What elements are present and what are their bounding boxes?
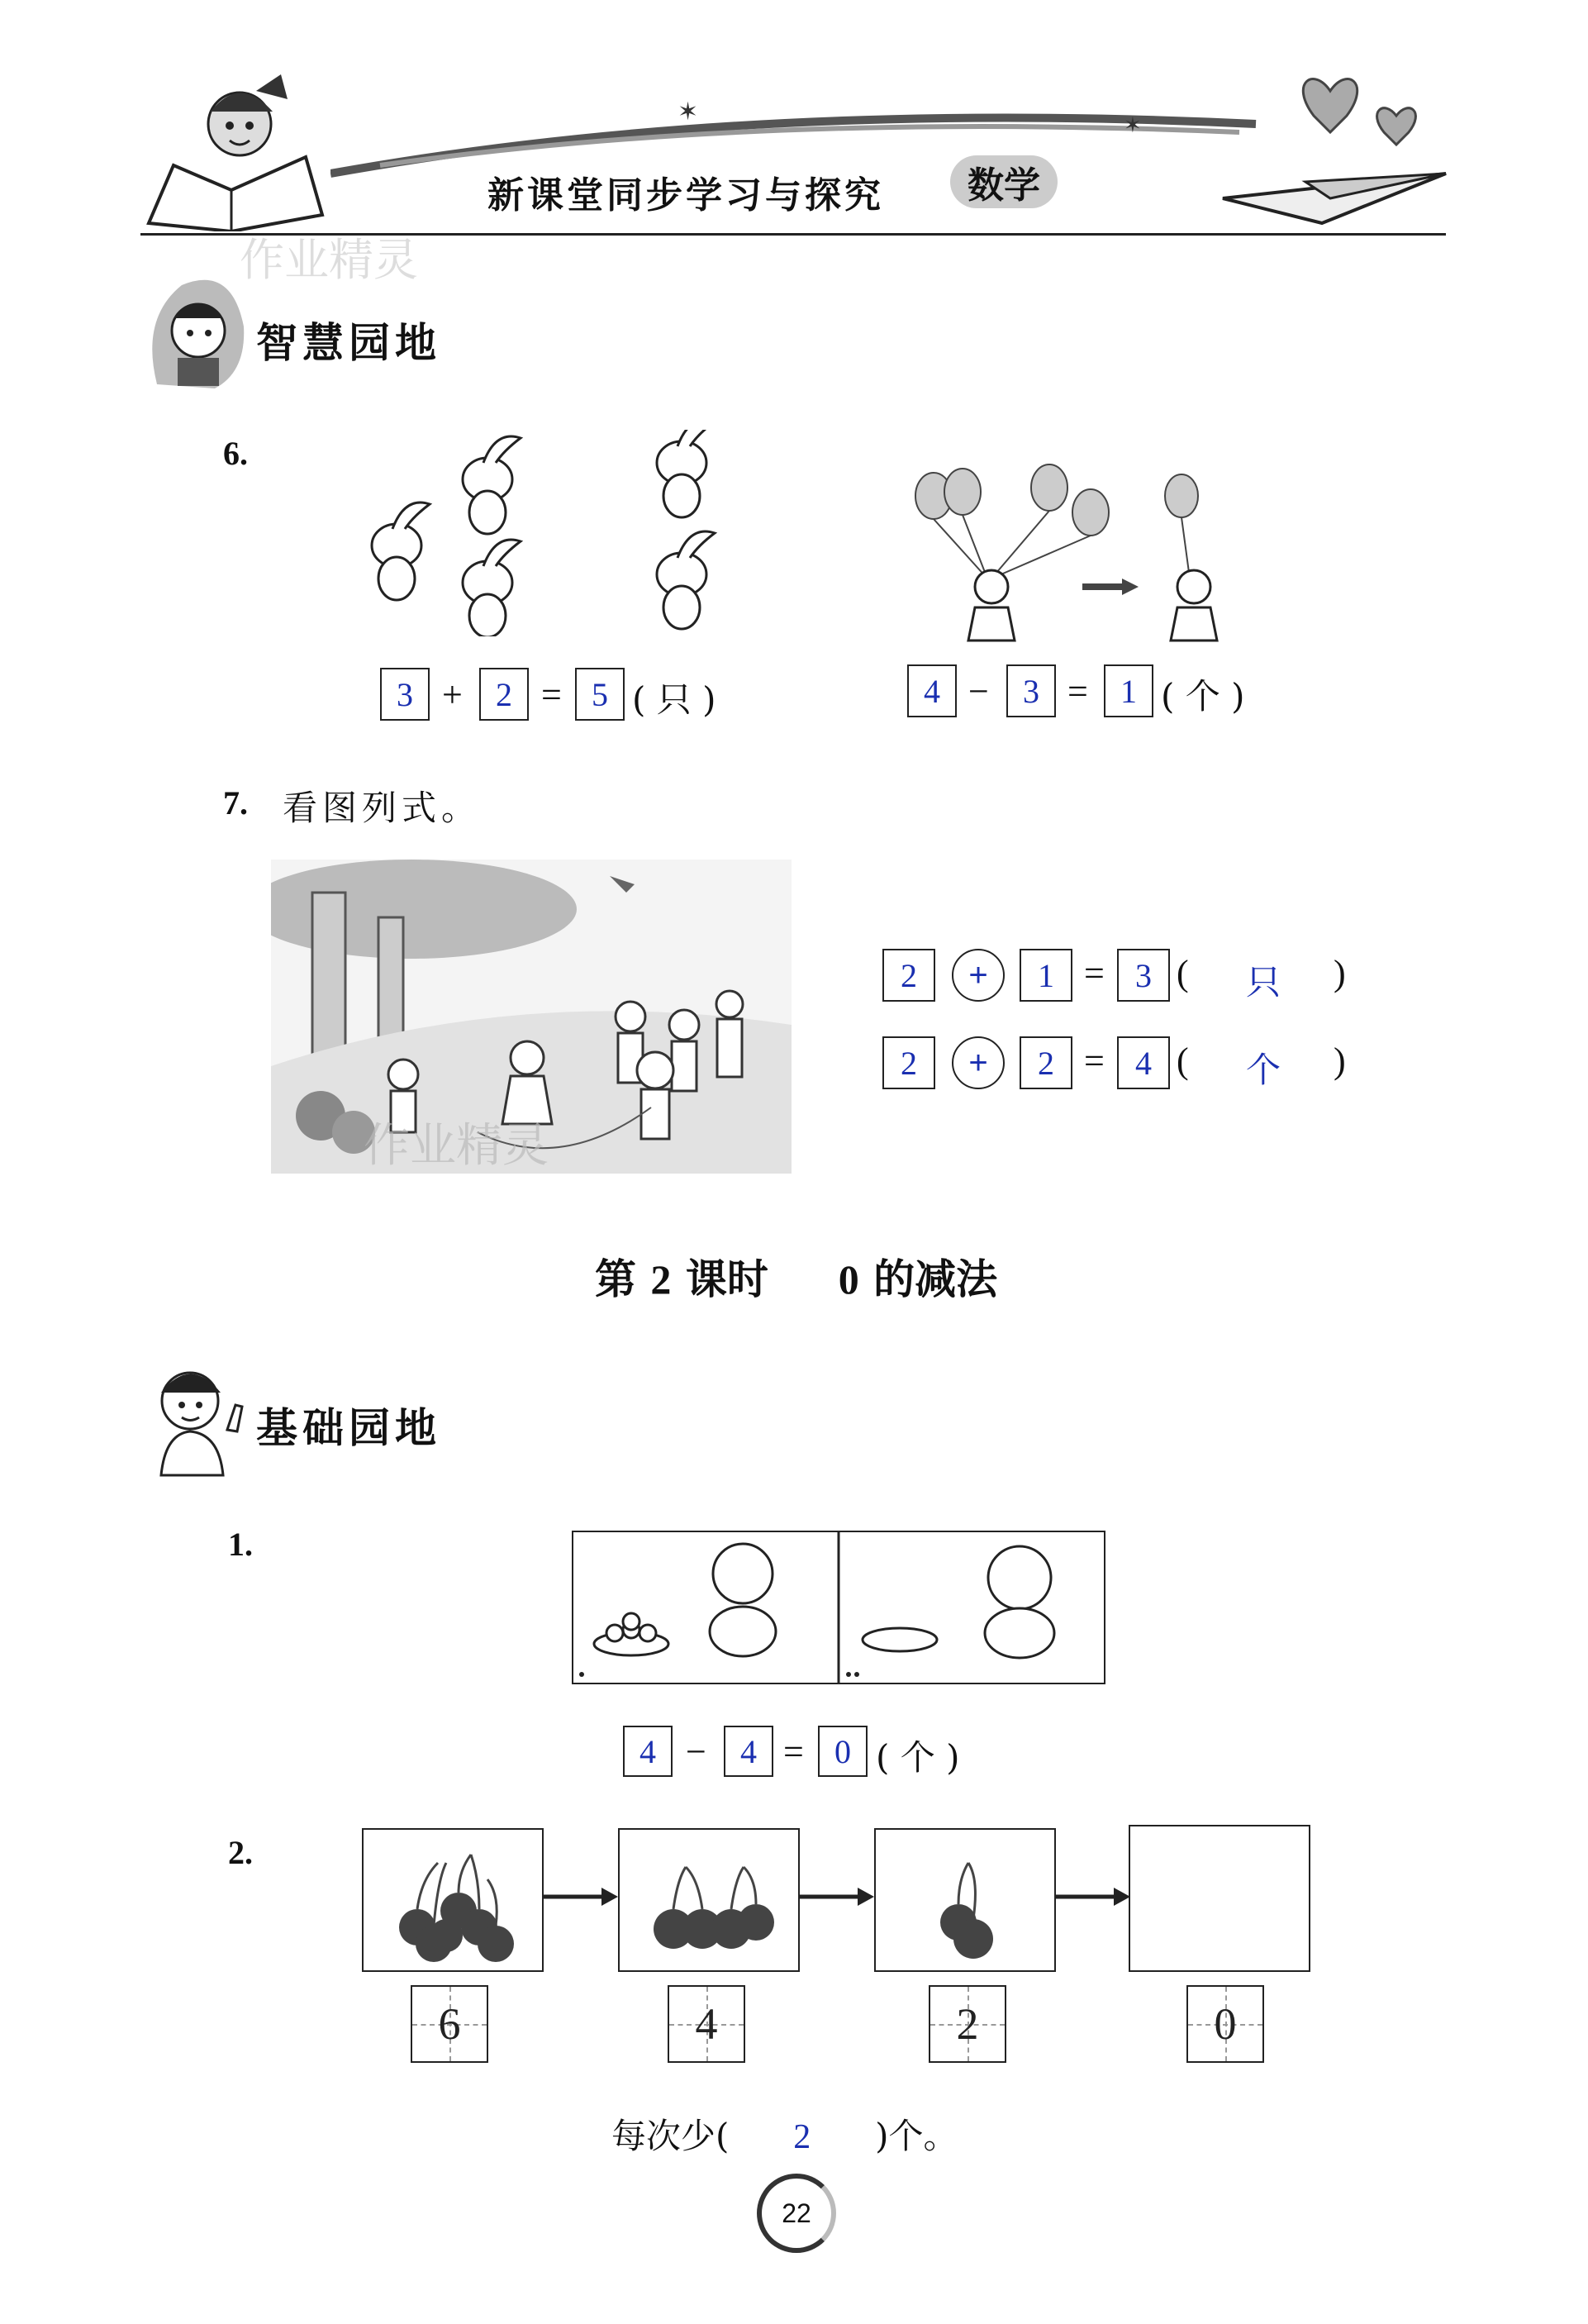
- q6-eq2-box-a: 4: [907, 664, 957, 717]
- arrow-icon: [1056, 1884, 1130, 1909]
- lesson-title-c: 的减法: [873, 1255, 998, 1303]
- q7-prompt: 看图列式。: [283, 788, 482, 828]
- waving-girl-icon: [145, 1355, 252, 1479]
- q6-eq1-unit: ( 只 ): [632, 679, 716, 720]
- paper-plane-icon: [1206, 66, 1454, 231]
- q6-eq2-box-b: 3: [1006, 664, 1056, 717]
- q7-eq2-lparen: (: [1177, 1041, 1189, 1081]
- q7-eq1-op: +: [952, 949, 1005, 1002]
- q6-eq1-box-b: 2: [479, 668, 529, 721]
- q7-eq1-box-r: 3: [1117, 949, 1170, 1002]
- q2-sentence-a: 每次少(: [611, 2116, 730, 2156]
- q1-number: 1.: [228, 1526, 253, 1563]
- watermark-mid: 作业精灵: [364, 1119, 549, 1173]
- page-number: 22: [782, 2198, 811, 2228]
- subject-badge: [950, 155, 1058, 208]
- balloon-girls-illustration: [909, 463, 1272, 653]
- q7-eq2-op: +: [952, 1036, 1005, 1089]
- reading-girl-icon: [140, 66, 330, 231]
- q6-eq2-box-r: 1: [1104, 664, 1153, 717]
- count-1: 6: [438, 1999, 461, 2049]
- book-title: 新课堂同步学习与探究: [487, 174, 884, 217]
- q6-number: 6.: [223, 435, 248, 472]
- monkey-picture-panel: [572, 1531, 1105, 1684]
- q7-number: 7.: [223, 784, 248, 821]
- q2-sentence-b: )个。: [875, 2116, 958, 2156]
- q1-box-r: 0: [818, 1726, 868, 1777]
- cherry-icon: [364, 1830, 542, 1970]
- lesson-title-zero: 0: [838, 1256, 859, 1302]
- q6-eq2-op: −: [968, 671, 989, 712]
- cherry-panel-2: [618, 1828, 800, 1972]
- lesson-title-num: 2: [650, 1256, 672, 1302]
- rabbit-icon: [372, 430, 715, 636]
- svg-text:✶: ✶: [1124, 113, 1142, 138]
- tian-box-4: [1186, 1985, 1264, 2063]
- page-number-badge: [757, 2174, 836, 2253]
- q7-eq2-eq: =: [1084, 1041, 1105, 1081]
- cherry-panel-1: [362, 1828, 544, 1972]
- cherry-icon: [620, 1830, 798, 1970]
- q1-eq: =: [783, 1731, 804, 1772]
- q6-eq1-op: +: [442, 674, 463, 715]
- q7-eq1-eq: =: [1084, 953, 1105, 993]
- count-3: 2: [956, 1999, 979, 2049]
- cherry-icon: [876, 1830, 1054, 1970]
- lesson-title-b: 课时: [685, 1255, 768, 1303]
- q6-eq1-eq: =: [541, 674, 562, 715]
- cherry-panel-3: [874, 1828, 1056, 1972]
- q6-eq1-box-a: 3: [380, 668, 430, 721]
- count-2: 4: [695, 1999, 718, 2049]
- lesson-title: [595, 1246, 997, 1306]
- q2-sentence: [611, 2109, 958, 2159]
- q7-eq1-box-a: 2: [882, 949, 935, 1002]
- q6-eq1-box-r: 5: [575, 668, 625, 721]
- q2-answer: 2: [793, 2118, 811, 2156]
- q7-eq2-box-b: 2: [1020, 1036, 1072, 1089]
- page-header: [132, 50, 1454, 240]
- q1-unit: ( 个 ): [876, 1737, 960, 1778]
- tian-box-1: [411, 1985, 488, 2063]
- q7-eq1-box-b: 1: [1020, 949, 1072, 1002]
- cherry-panel-4-empty: [1129, 1825, 1310, 1972]
- q7-eq2-rparen: ): [1334, 1041, 1346, 1081]
- rabbits-illustration: [364, 430, 744, 636]
- q7-eq1-unit: 只: [1246, 962, 1281, 1002]
- svg-text:✶: ✶: [678, 98, 699, 126]
- arrow-icon: [544, 1884, 618, 1909]
- q1-op: −: [686, 1731, 706, 1772]
- q7-eq2-box-r: 4: [1117, 1036, 1170, 1089]
- q1-box-b: 4: [724, 1726, 773, 1777]
- q1-box-a: 4: [623, 1726, 673, 1777]
- arrow-icon: [800, 1884, 874, 1909]
- q6-eq2-eq: =: [1067, 671, 1088, 712]
- count-4: 0: [1214, 1999, 1237, 2049]
- thinking-boy-icon: [140, 269, 248, 393]
- tian-box-2: [668, 1985, 745, 2063]
- tian-box-3: [929, 1985, 1006, 2063]
- q6-eq2-unit: ( 个 ): [1161, 676, 1245, 717]
- q7-eq1-lparen: (: [1177, 953, 1189, 993]
- q7-eq1-rparen: ): [1334, 953, 1346, 993]
- q7-eq2-unit: 个: [1246, 1050, 1281, 1090]
- monkey-scenes-illustration: [573, 1532, 1104, 1683]
- watermark-top: 作业精灵: [240, 234, 418, 286]
- q2-number: 2.: [228, 1834, 253, 1871]
- section-title-basic: 基础园地: [256, 1404, 441, 1452]
- subject-label: 数学: [968, 164, 1040, 207]
- section-title-wisdom: 智慧园地: [256, 319, 441, 367]
- lesson-title-a: 第: [595, 1255, 636, 1303]
- q7-eq2-box-a: 2: [882, 1036, 935, 1089]
